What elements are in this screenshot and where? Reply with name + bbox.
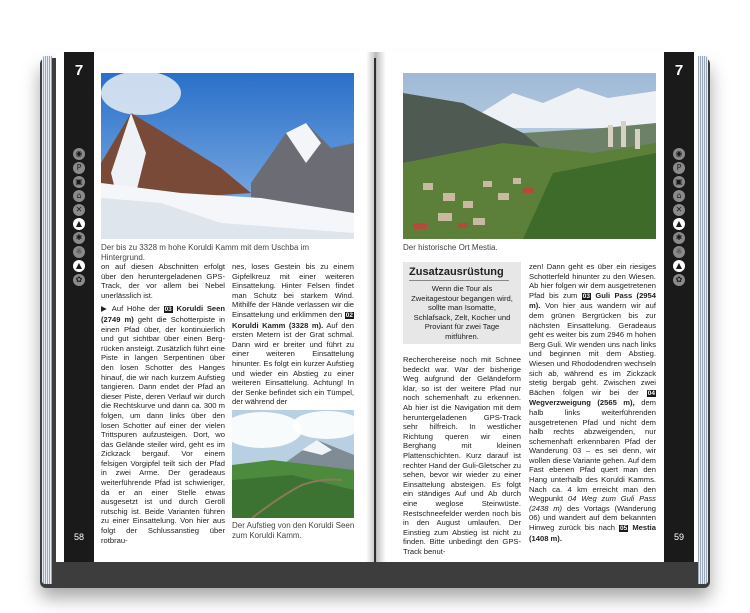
summit-icon: ▲ — [673, 260, 685, 272]
summit-icon: ▲ — [73, 260, 85, 272]
left-column-1 — [101, 262, 225, 545]
page-edges-left — [42, 56, 52, 584]
place-koruldi-seen: Koruldi Seen (2749 m) — [101, 304, 226, 324]
place-guli-pass: Guli Pass (2954 m). — [529, 290, 656, 311]
waypoint-badge-03: 03 — [582, 292, 590, 300]
hut-icon: ⌂ — [73, 190, 85, 202]
hut-icon: ⌂ — [673, 190, 685, 202]
ascent-photo — [232, 410, 354, 518]
info-box-equipment — [403, 262, 521, 344]
mestia-photo — [403, 73, 656, 239]
left-page-number: 58 — [73, 532, 84, 542]
left-caption-bottom: Der Aufstieg von den Koruldi Seen zum Koruldi Kamm. — [232, 521, 355, 540]
flower-icon: ✿ — [73, 274, 85, 286]
sun-icon: ☼ — [73, 246, 85, 258]
right-column-1: Recherchereise noch mit Schnee bedeckt war. War der bisherige Weg aufgrund der Geländeform klar, so ist der weitere Pfad nur noch schemenhaft zu erkennen. Ab hier ist die Navigation mit dem heruntergeladenen GPS-Track sehr hilfreich. In westlicher Richtung queren wir einen Berghang mit kleinen Plattenschichten. Kurz darauf ist rechter Hand der Guli-Gletscher zu sehen, bevor wir wieder zu einer Einsattelung absteigen. Es folgt ein ständiges Auf und Ab durch eine weglose Steinwüste. Restschneefelder werden noch bis in den August umlaufen. Der Einstieg zum Abstieg ist nicht zu finden. Bitte unbedingt den GPS-Track benut- — [403, 355, 521, 556]
left-col1-route: ▶ Auf Höhe der 03 Koruldi Seen (2749 m) geht die Schotterpiste in einen Pfad über, der kontinuierlich und gut sichtbar über einen Bergrücken ansteigt. Zusätzlich führt eine Piste in langen Serpentinen über den losen Schotter des Hanges hinauf, die wir nach kurzem Aufstieg tangieren. Dann endet der Pfad an dieser Piste, deren Verlauf wir durch die Rechtskurve und dann ca. 300 m folgen, um dann links über den losen Schotter auf einer der vielen Trittspuren aufzusteigen. Dort, wo das Gelände steiler wird, geht es im Zickzack bergauf. Vor einem felsigen Vorgipfel teilt sich der Pfad in zwei Arme. Der geradeaus weiterführende Pfad ist schwieriger, da er an einer Stelle etwas ausgesetzt ist und durch Geröll rutschig ist. Beide Varianten führen zu einer Einsattelung. Von hier aus folgt der Schlussanstieg über rotbrau- — [101, 304, 226, 545]
koruldi-kamm-photo — [101, 73, 354, 239]
flower-icon: ✿ — [673, 274, 685, 286]
left-col1-intro: on auf diesen Abschnitten erfolgt über den heruntergeladenen GPS-Track, der vor allem bei Nebel unerlässlich ist. — [101, 262, 225, 300]
waypoint-badge-04: 04 — [647, 389, 655, 397]
mountain-icon: ▲ — [673, 218, 685, 230]
food-icon: ✕ — [73, 204, 85, 216]
left-caption-top: Der bis zu 3328 m hohe Koruldi Kamm mit dem Uschba im Hintergrund. — [101, 243, 310, 262]
snowflake-icon: ✱ — [673, 232, 685, 244]
right-chapter-number: 7 — [674, 62, 684, 79]
page-edges-right — [698, 56, 708, 584]
waypoint-badge-05: 05 — [620, 525, 628, 533]
route-reference: 04 Weg zum Guli Pass (2438 m) — [529, 494, 656, 513]
right-chapter-tab — [664, 52, 694, 562]
place-koruldi-kamm: Koruldi Kamm (3328 m). — [232, 320, 324, 330]
place-mestia: Mestia (1408 m). — [529, 523, 656, 543]
parking-icon: P — [673, 162, 685, 174]
mountain-icon: ▲ — [73, 218, 85, 230]
info-box-title: Zusatzausrüstung — [409, 266, 504, 278]
snowflake-icon: ✱ — [73, 232, 85, 244]
parking-icon: P — [73, 162, 85, 174]
right-caption-top: Der historische Ort Mestia. — [403, 243, 498, 252]
arrow-icon: ▶ — [101, 304, 112, 314]
left-chapter-tab — [64, 52, 94, 562]
right-column-2: zen! Dann geht es über ein riesiges Schotterfeld hinunter zu den Wiesen. Ab hier folgen wir dem ausgetretenen Pfad bis zum 03 Guli Pass (2954 m). Von hier aus wandern wir auf dem grünen Bergrücken bis zur nächsten Einsattelung. Geradeaus geht es weiter bis zum 2946 m hohen Berg Guli. Wir wenden uns nach links und beginnen mit dem Abstieg. Wiesen und Rhododendren wechseln sich ab, während es im Zickzack stetig bergab geht. Zwischen zwei Bächen folgen wir bei der 04 Wegverzweigung (2565 m), dem halb links weiterführenden ausgetretenen Pfad und nicht dem halb rechts abzweigenden, nur schemenhaft erkennbaren Pfad der Wanderung 03 – es sei denn, wir wollen diese Variante gehen. Auf dem Fast ebenen Pfad quert man den Hang unterhalb des Koruldi Kamms. Nach ca. 4 km erreicht man den Wegpunkt 04 Weg zum Guli Pass (2438 m) des Vortags (Wanderung 06) und wandert auf dem bekannten Hinweg zurück bis nach 05 Mestia (1408 m). — [529, 262, 656, 543]
info-box-text: Wenn die Tour als Zweitagestour begangen wird, sollte man Isomatte, Schlafsack, Zelt, Kocher und Proviant für zwei Tage mitführen. — [411, 284, 513, 341]
dog-icon: ◉ — [673, 148, 685, 160]
left-chapter-number: 7 — [74, 62, 84, 79]
left-column-2: nes, loses Gestein bis zu einem Gipfelkreuz mit einer weiteren Einsattelung. Hinter Felsen findet man Schutz bei starkem Wind. Mithilfe der Hände verlassen wir die Einsattelung und erklimmen den 02 Koruldi Kamm (3328 m). Auf den ersten Metern ist der Grat schmal. Dann wird er breiter und führt zu einer weiteren Einsattelung hinunter. Es folgt ein kurzer Aufstieg und wieder ein Abstieg zu einer weiteren Einsattelung. Achtung! In der Senke befindet sich ein Tümpel, der während der — [232, 262, 354, 407]
bus-icon: ▣ — [673, 176, 685, 188]
book-gutter — [366, 52, 386, 562]
sun-icon: ☼ — [673, 246, 685, 258]
bus-icon: ▣ — [73, 176, 85, 188]
waypoint-badge-03: 03 — [164, 306, 172, 314]
food-icon: ✕ — [673, 204, 685, 216]
info-box-divider — [409, 280, 509, 281]
right-page-number: 59 — [673, 532, 684, 542]
place-wegverzweigung: Wegverzweigung (2565 m), — [529, 398, 635, 408]
waypoint-badge-02: 02 — [345, 311, 353, 319]
dog-icon: ◉ — [73, 148, 85, 160]
